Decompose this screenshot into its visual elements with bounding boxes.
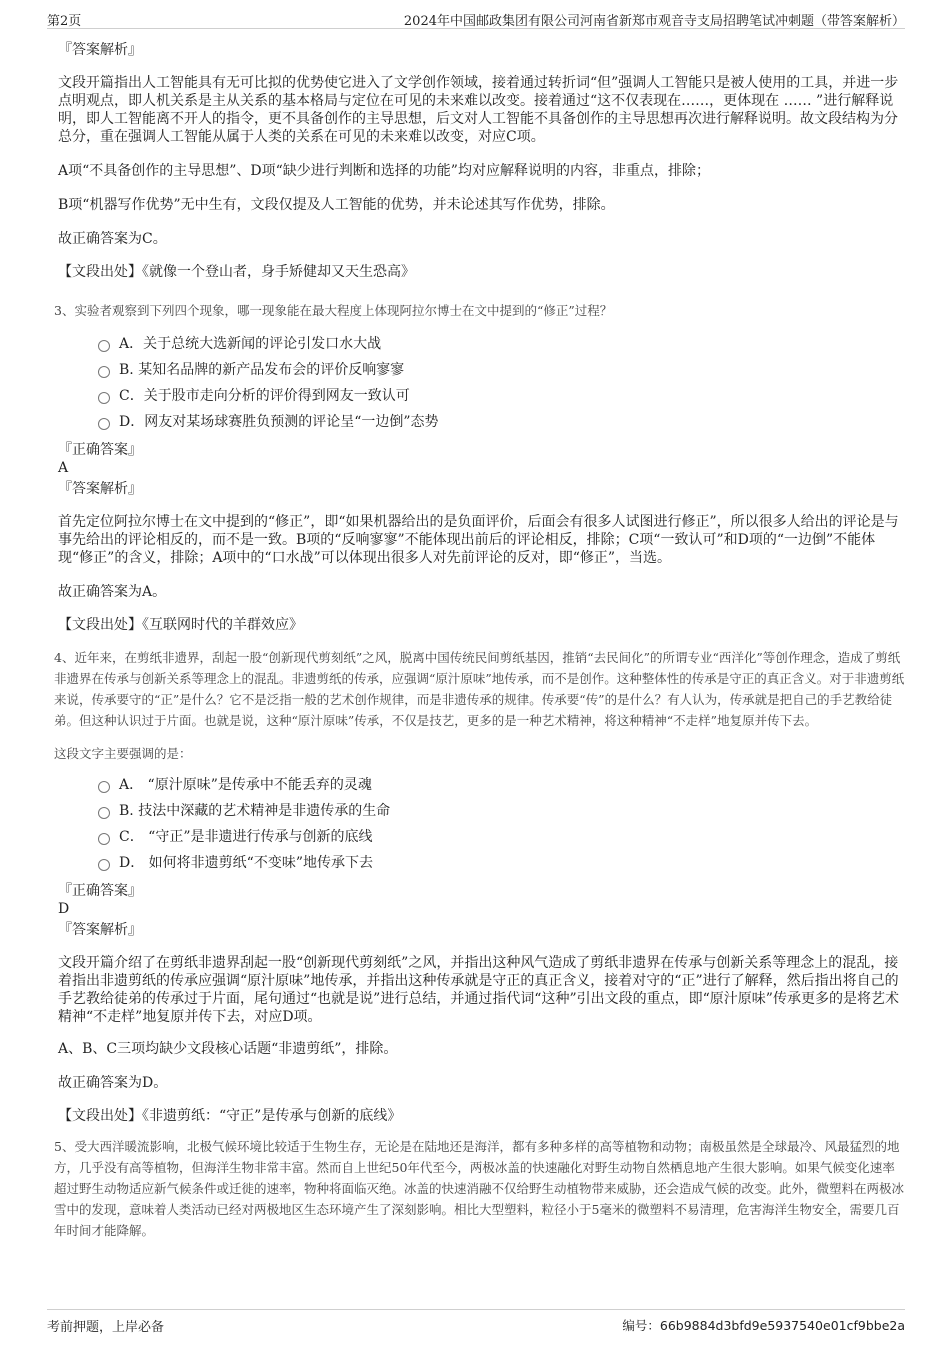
document-title: 2024年中国邮政集团有限公司河南省新郑市观音寺支局招聘笔试冲刺题（带答案解析）	[403, 14, 905, 29]
source-prefix: 【文段出处】	[58, 1108, 142, 1124]
source-title: 《互联网时代的羊群效应》	[142, 617, 303, 633]
page-number: 第2页	[47, 14, 82, 29]
option-label: B. 某知名品牌的新产品发布会的评价反响寥寥	[119, 362, 405, 378]
q4-prompt: 这段文字主要强调的是：	[54, 746, 192, 761]
correct-label: 『正确答案』	[58, 442, 142, 458]
q4-options	[98, 772, 905, 876]
option-label: C． “守正”是非遗进行传承与创新的底线	[119, 829, 373, 845]
page-header	[47, 6, 905, 29]
analysis-label: 『答案解析』	[58, 481, 142, 497]
q5-question: 5、受大西洋暖流影响，北极气候环境比较适于生物生存，无论是在陆地还是海洋，都有多种多样的高等植物和动物；南极虽然是全球最冷、风最猛烈的地方，几乎没有高等植物，但海洋生物非常丰富。然而自上世纪50年代至今，两极冰盖的快速融化对野生动物自然栖息地产生很大影响。如果气候变化速率超过野生动物适应新气候条件或迁徙的速率，物种将面临灭绝。冰盖的快速消融不仅给野生动植物带来威胁，还会造成气候的改变。此外，微塑料在两极冰雪中的发现，意味着人类活动已经对两极地区生态环境产生了深刻影响。相比大型塑料，粒径小于5毫米的微塑料不易清理，危害海洋生物安全，需要几百年时间才能降解。	[54, 1139, 905, 1238]
q4-exclude-abc: A、B、C三项均缺少文段核心话题“非遗剪纸”，排除。	[58, 1041, 398, 1057]
source-prefix: 【文段出处】	[58, 617, 142, 633]
q4-answer: D	[58, 901, 70, 917]
option-label: A．关于总统大选新闻的评论引发口水大战	[119, 336, 382, 352]
q4-option-b[interactable]	[98, 798, 905, 824]
q3-question: 3、实验者观察到下列四个现象，哪一现象能在最大程度上体现阿拉尔博士在文中提到的“修正”过程？	[54, 303, 613, 318]
q4-analysis-text: 文段开篇介绍了在剪纸非遗界刮起一股“创新现代剪刻纸”之风，并指出这种风气造成了剪纸非遗界在传承与创新关系等理念上的混乱，接着指出非遗剪纸的传承应强调“原汁原味”地传承，并指出这种传承就是守正的真正含义，接着对守的“正”进行了解释，然后指出将自己的手艺教给徒弟的传承过于片面，尾句通过“也就是说”进行总结，并通过指代词“这种”引出文段的重点，即“原汁原味”传承更多的是将艺术精神“不走样”地复原并传下去，对应D项。	[58, 955, 899, 1025]
q3-option-c[interactable]	[98, 383, 905, 409]
q3-options	[98, 331, 905, 435]
q3-option-a[interactable]	[98, 331, 905, 357]
option-label: A． “原汁原味”是传承中不能丢弃的灵魂	[119, 777, 372, 793]
radio-icon[interactable]	[98, 418, 110, 430]
source-prefix: 【文段出处】	[58, 264, 142, 280]
footer-motto: 考前押题，上岸必备	[47, 1320, 165, 1335]
q3-option-d[interactable]	[98, 409, 905, 435]
q4-option-a[interactable]	[98, 772, 905, 798]
option-label: C．关于股市走向分析的评价得到网友一致认可	[119, 388, 410, 404]
q3-conclusion: 故正确答案为A。	[58, 584, 167, 600]
radio-icon[interactable]	[98, 859, 110, 871]
q4-option-c[interactable]	[98, 824, 905, 850]
correct-label: 『正确答案』	[58, 883, 142, 899]
q2-source	[58, 262, 905, 282]
source-title: 《就像一个登山者，身手矫健却又天生恐高》	[142, 264, 415, 280]
radio-icon[interactable]	[98, 807, 110, 819]
q2-exclude-ad: A项“不具备创作的主导思想”、D项“缺少进行判断和选择的功能”均对应解释说明的内容，非重点，排除；	[58, 163, 710, 179]
document-code	[622, 1316, 905, 1334]
analysis-label: 『答案解析』	[58, 42, 142, 58]
q3-analysis-text: 首先定位阿拉尔博士在文中提到的“修正”，即“如果机器给出的是负面评价，后面会有很多人试图进行修正”，所以很多人给出的评论是与事先给出的评论相反的，而不是一致。B项的“反响寥寥”不能体现出前后的评论相反，排除；C项“一致认可”和D项的“一边倒”不能体现“修正”的含义，排除；A项中的“口水战”可以体现出很多人对先前评论的反对，即“修正”，当选。	[58, 514, 899, 566]
q2-analysis-text: 文段开篇指出人工智能具有无可比拟的优势使它进入了文学创作领域，接着通过转折词“但”强调人工智能只是被人使用的工具，并进一步点明观点，即人机关系是主从关系的基本格局与定位在可见的未来难以改变。接着通过“这不仅表现在……，更体现在 …… ”进行解释说明，即人工智能离不开人的指令，更不具备创作的主导思想，后文对人工智能不具备创作的主导思想再次进行解释说明。故文段结构为分总分，重在强调人工智能从属于人类的关系在可见的未来难以改变，对应C项。	[58, 75, 899, 145]
radio-icon[interactable]	[98, 833, 110, 845]
q4-question: 4、近年来，在剪纸非遗界，刮起一股“创新现代剪刻纸”之风，脱离中国传统民间剪纸基因，推销“去民间化”的所谓专业“西洋化”等创作理念，造成了剪纸非遗界在传承与创新关系等理念上的混乱。非遗剪纸的传承，应强调“原汁原味”地传承，而不是创作。这种整体性的传承是守正的真正含义。对于非遗剪纸来说，传承要守的“正”是什么？它不是泛指一般的艺术创作规律，而是非遗传承的规律。传承要“传”的是什么？有人认为，传承就是把自己的手艺教给徒弟。但这种认识过于片面。也就是说，这种“原汁原味”传承，不仅是技艺，更多的是一种艺术精神，将这种精神“不走样”地复原并传下去。	[54, 650, 905, 728]
q3-source	[58, 615, 905, 635]
analysis-label: 『答案解析』	[58, 922, 142, 938]
option-label: D． 如何将非遗剪纸“不变味”地传承下去	[119, 855, 373, 871]
q3-option-b[interactable]	[98, 357, 905, 383]
q2-conclusion: 故正确答案为C。	[58, 231, 167, 247]
document-body	[50, 40, 905, 1241]
code-value: 66b9884d3bfd9e5937540e01cf9bbe2a	[659, 1318, 905, 1333]
q3-answer: A	[58, 460, 69, 476]
radio-icon[interactable]	[98, 366, 110, 378]
q2-exclude-b: B项“机器写作优势”无中生有，文段仅提及人工智能的优势，并未论述其写作优势，排除。	[58, 197, 615, 213]
q4-conclusion: 故正确答案为D。	[58, 1075, 168, 1091]
q4-option-d[interactable]	[98, 850, 905, 876]
radio-icon[interactable]	[98, 340, 110, 352]
option-label: D．网友对某场球赛胜负预测的评论呈“一边倒”态势	[119, 414, 439, 430]
page-footer	[47, 1309, 905, 1340]
radio-icon[interactable]	[98, 392, 110, 404]
radio-icon[interactable]	[98, 781, 110, 793]
code-label: 编号：	[622, 1318, 660, 1333]
source-title: 《非遗剪纸：“守正”是传承与创新的底线》	[142, 1108, 402, 1124]
option-label: B. 技法中深藏的艺术精神是非遗传承的生命	[119, 803, 391, 819]
q4-source	[58, 1106, 905, 1126]
